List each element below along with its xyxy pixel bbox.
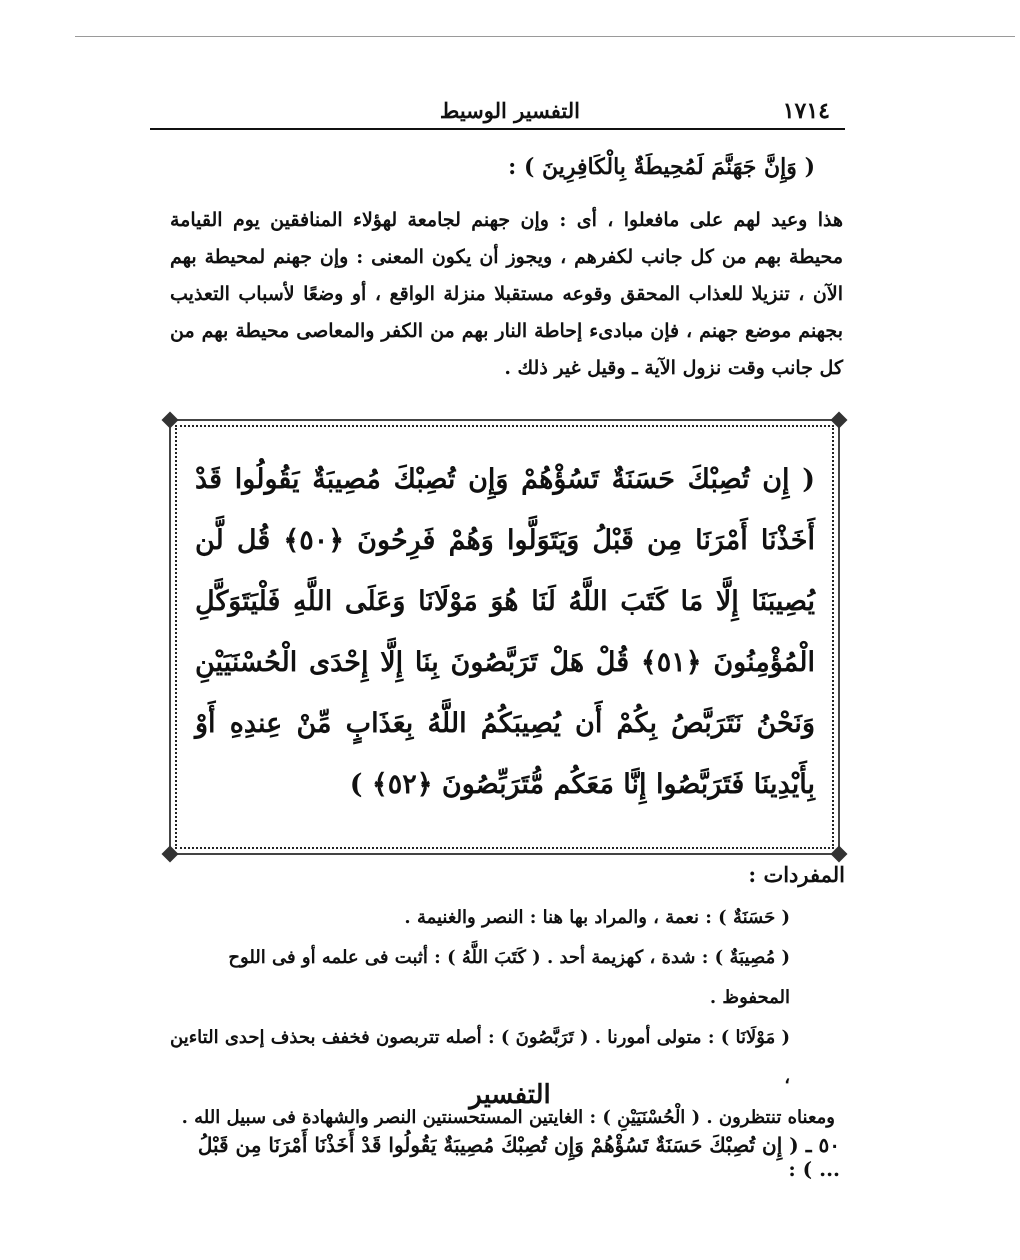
- frame-ornament-icon: [831, 846, 848, 863]
- frame-ornament-icon: [831, 412, 848, 429]
- frame-ornament-icon: [162, 846, 179, 863]
- page-number: ١٧١٤: [782, 98, 830, 124]
- scan-edge-line: [75, 36, 1015, 37]
- tafsir-heading: التفسير: [469, 1080, 551, 1110]
- quran-verse-frame: [175, 425, 834, 849]
- vocabulary-heading: المفردات :: [748, 862, 845, 887]
- book-page: [160, 90, 850, 1190]
- vocabulary-entry: ومعناه تنتظرون . ( الْحُسْنَيَيْنِ ) : الغايتين المستحسنتين النصر والشهادة فى سبيل الله .: [181, 1107, 835, 1128]
- vocabulary-entry: ( مُصِيبَةٌ ) : شدة ، كهزيمة أحد . ( كَتَبَ اللَّهُ ) : أثبت فى علمه أو فى اللوح المحفوظ .: [228, 947, 790, 1008]
- running-title: التفسير الوسيط: [439, 98, 580, 123]
- commentary-paragraph: هذا وعيد لهم على مافعلوا ، أى : وإن جهنم لجامعة لهؤلاء المنافقين يوم القيامة محيطة بهم من كل جانب لكفرهم ، ويجوز أن يكون المعنى : وإن جهنم لمحيطة بهم الآن ، تنزيلا للعذاب المحقق وقوعه مستقبلا منزلة الواقع ، أو وضعًا لأسباب التعذيب بجهنم موضع جهنم ، فإن مبادىء إحاطة النار بهم من الكفر والمعاصى محيطة بهم من كل جانب وقت نزول الآية ـ وقيل غير ذلك .: [170, 209, 843, 379]
- vocabulary-entry: ( حَسَنَةٌ ) : نعمة ، والمراد بها هنا : النصر والغنيمة .: [404, 907, 790, 928]
- quran-passage: ( إِن تُصِبْكَ حَسَنَةٌ تَسُؤْهُمْ وَإِن تُصِبْكَ مُصِيبَةٌ يَقُولُوا قَدْ أَخَذْنَا أَمْرَنَا مِن قَبْلُ وَيَتَوَلَّوا وَهُمْ فَرِحُونَ ﴿٥٠﴾ قُل لَّن يُصِيبَنَا إِلَّا مَا كَتَبَ اللَّهُ لَنَا هُوَ مَوْلَانَا وَعَلَى اللَّهِ فَلْيَتَوَكَّلِ الْمُؤْمِنُونَ ﴿٥١﴾ قُلْ هَلْ تَرَبَّصُونَ بِنَا إِلَّا إِحْدَى الْحُسْنَيَيْنِ وَنَحْنُ نَتَرَبَّصُ بِكُمْ أَن يُصِيبَكُمُ اللَّهُ بِعَذَابٍ مِّنْ عِندِهِ أَوْ بِأَيْدِينَا فَتَرَبَّصُوا إِنَّا مَعَكُم مُّتَرَبِّصُونَ ﴿٥٢﴾ ): [195, 464, 816, 800]
- frame-ornament-icon: [162, 412, 179, 429]
- page-header: [160, 98, 850, 128]
- header-rule: [150, 128, 845, 130]
- tafsir-first-line: ٥٠ ـ ( إِن تُصِبْكَ حَسَنَةٌ تَسُؤْهُمْ وَإِن تُصِبْكَ مُصِيبَةٌ يَقُولُوا قَدْ أَخَذْنَا أَمْرَنَا مِن قَبْلُ ... ) :: [197, 1133, 840, 1181]
- verse-intro: ( وَإِنَّ جَهَنَّمَ لَمُحِيطَةٌ بِالْكَافِرِينَ ) :: [508, 154, 815, 180]
- vocabulary-entry: ( مَوْلَانَا ) : متولى أمورنا . ( تَرَبَّصُونَ ) : أصله تتربصون فخفف بحذف إحدى التاءين ،: [170, 1027, 790, 1088]
